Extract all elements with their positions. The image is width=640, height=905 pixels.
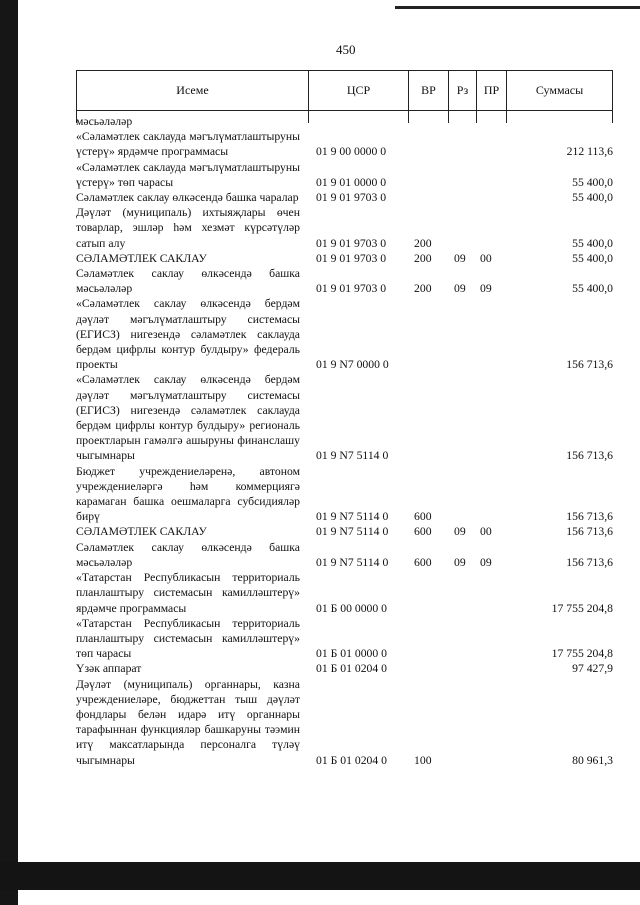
- table-row: [76, 114, 613, 129]
- header-vr: ВР: [409, 71, 449, 110]
- row-csr: 01 9 01 9703 0: [316, 236, 387, 250]
- row-sum: 17 755 204,8: [551, 601, 613, 615]
- table-row: [76, 464, 613, 525]
- row-sum: 156 713,6: [566, 555, 613, 569]
- table-row: [76, 540, 613, 570]
- row-vr: 200: [414, 251, 432, 265]
- row-name: Сәламәтлек саклау өлкәсендә башка чаралар: [76, 191, 299, 205]
- row-sum: 17 755 204,8: [551, 647, 613, 661]
- row-name: мәсьәләләр: [76, 115, 133, 128]
- row-vr: 200: [414, 236, 432, 250]
- row-csr: 01 Б 01 0204 0: [316, 753, 387, 767]
- table-row: [76, 160, 613, 190]
- row-csr: 01 9 01 9703 0: [316, 251, 387, 265]
- row-csr: 01 9 00 0000 0: [316, 145, 387, 159]
- scan-top-line: [395, 6, 640, 9]
- row-name: «Сәламәтлек саклау өлкәсендә бердәм дәүләт мәгълүматлаштыру системасы (ЕГИСЗ) нигезендә сәламәтлек саклауда бердәм цифрлы контур булдыру» региональ проектларын гамәлгә ашыруны финанслашу чыгымнары: [76, 373, 300, 463]
- row-name: «Татарстан Республикасын территориаль планлаштыру системасын камилләштерү» ярдәмче программасы: [76, 571, 300, 615]
- header-sum: Суммасы: [535, 83, 584, 97]
- table-body: [76, 114, 613, 768]
- row-name: Дәүләт (муниципаль) ихтыяҗлары өчен товарлар, эшләр һәм хезмәт күрсәтүләр сатып алу: [76, 206, 300, 250]
- header-name: Исеме: [77, 71, 309, 110]
- row-vr: 600: [414, 510, 432, 524]
- row-name: «Сәламәтлек саклауда мәгълүматлаштыруны үстерү» ярдәмче программасы: [76, 130, 300, 159]
- row-name: Сәламәтлек саклау өлкәсендә башка мәсьәләләр: [76, 267, 300, 296]
- header-rz: Рз: [449, 71, 477, 110]
- row-sum: 97 427,9: [572, 662, 613, 676]
- table-row: [76, 205, 613, 251]
- row-sum: 55 400,0: [572, 175, 613, 189]
- row-sum: 156 713,6: [566, 358, 613, 372]
- table-row: [76, 251, 613, 266]
- row-csr: 01 9 01 9703 0: [316, 282, 387, 296]
- table-row: [76, 372, 613, 463]
- table-row: [76, 524, 613, 539]
- row-csr: 01 Б 01 0204 0: [316, 662, 387, 676]
- table-row: [76, 296, 613, 372]
- header-pr: ПР: [477, 71, 507, 110]
- row-name: Үзәк аппарат: [76, 662, 142, 676]
- row-rz: 09: [454, 555, 466, 569]
- row-name: Бюджет учреждениеләренә, автоном учреждениеләргә һәм коммерциягә карамаган башка оешмаларга субсидияләр бирү: [76, 464, 300, 524]
- header-csr: ЦСР: [309, 71, 409, 110]
- row-name: «Татарстан Республикасын территориаль планлаштыру системасын камилләштерү» төп чарасы: [76, 616, 300, 661]
- row-csr: 01 Б 00 0000 0: [316, 601, 387, 615]
- table-header: [76, 70, 613, 111]
- table-row: [76, 661, 613, 676]
- row-name: СӘЛАМӘТЛЕК САКЛАУ: [76, 251, 207, 265]
- row-sum: 55 400,0: [572, 191, 613, 205]
- row-sum: 55 400,0: [572, 282, 613, 296]
- row-vr: 600: [414, 555, 432, 569]
- row-csr: 01 9 N7 5114 0: [316, 525, 389, 539]
- row-name: Сәламәтлек саклау өлкәсендә башка мәсьәләләр: [76, 540, 300, 569]
- row-vr: 100: [414, 753, 432, 767]
- table-row: [76, 129, 613, 159]
- row-sum: 156 713,6: [566, 449, 613, 463]
- row-name: «Сәламәтлек саклауда мәгълүматлаштыруны үстерү» төп чарасы: [76, 160, 300, 189]
- row-sum: 156 713,6: [566, 525, 613, 539]
- scan-bottom-border: [0, 862, 640, 890]
- row-csr: 01 9 01 9703 0: [316, 191, 387, 205]
- row-pr: 00: [480, 525, 492, 539]
- row-sum: 212 113,6: [566, 145, 613, 159]
- row-pr: 09: [480, 555, 492, 569]
- table-row: [76, 266, 613, 296]
- row-csr: 01 Б 01 0000 0: [316, 647, 387, 661]
- table-row: [76, 570, 613, 616]
- table-row: [76, 190, 613, 205]
- row-sum: 80 961,3: [572, 753, 613, 767]
- row-pr: 00: [480, 251, 492, 265]
- row-vr: 600: [414, 525, 432, 539]
- table-row: [76, 677, 613, 768]
- row-name: Дәүләт (муниципаль) органнары, казна учреждениеләре, бюджеттан тыш дәүләт фондлары белән идарә итү органнары тарафыннан функцияләр башкаруны тәэмин итү максатларында персоналга түләү чыгымнары: [76, 677, 300, 767]
- row-csr: 01 9 01 0000 0: [316, 175, 387, 189]
- row-rz: 09: [454, 251, 466, 265]
- row-csr: 01 9 N7 5114 0: [316, 555, 389, 569]
- table-row: [76, 616, 613, 662]
- row-csr: 01 9 N7 0000 0: [316, 358, 389, 372]
- row-sum: 55 400,0: [572, 236, 613, 250]
- row-csr: 01 9 N7 5114 0: [316, 510, 389, 524]
- row-vr: 200: [414, 282, 432, 296]
- row-name: СӘЛАМӘТЛЕК САКЛАУ: [76, 525, 207, 539]
- row-name: «Сәламәтлек саклау өлкәсендә бердәм дәүләт мәгълүматлаштыру системасы (ЕГИСЗ) нигезендә сәламәтлек саклауда бердәм цифрлы контур булдыру» федераль проекты: [76, 297, 300, 372]
- scan-left-border: [0, 0, 18, 905]
- row-pr: 09: [480, 282, 492, 296]
- page-number: 450: [336, 42, 356, 57]
- row-sum: 55 400,0: [572, 251, 613, 265]
- row-rz: 09: [454, 282, 466, 296]
- row-sum: 156 713,6: [566, 510, 613, 524]
- row-csr: 01 9 N7 5114 0: [316, 449, 389, 463]
- row-rz: 09: [454, 525, 466, 539]
